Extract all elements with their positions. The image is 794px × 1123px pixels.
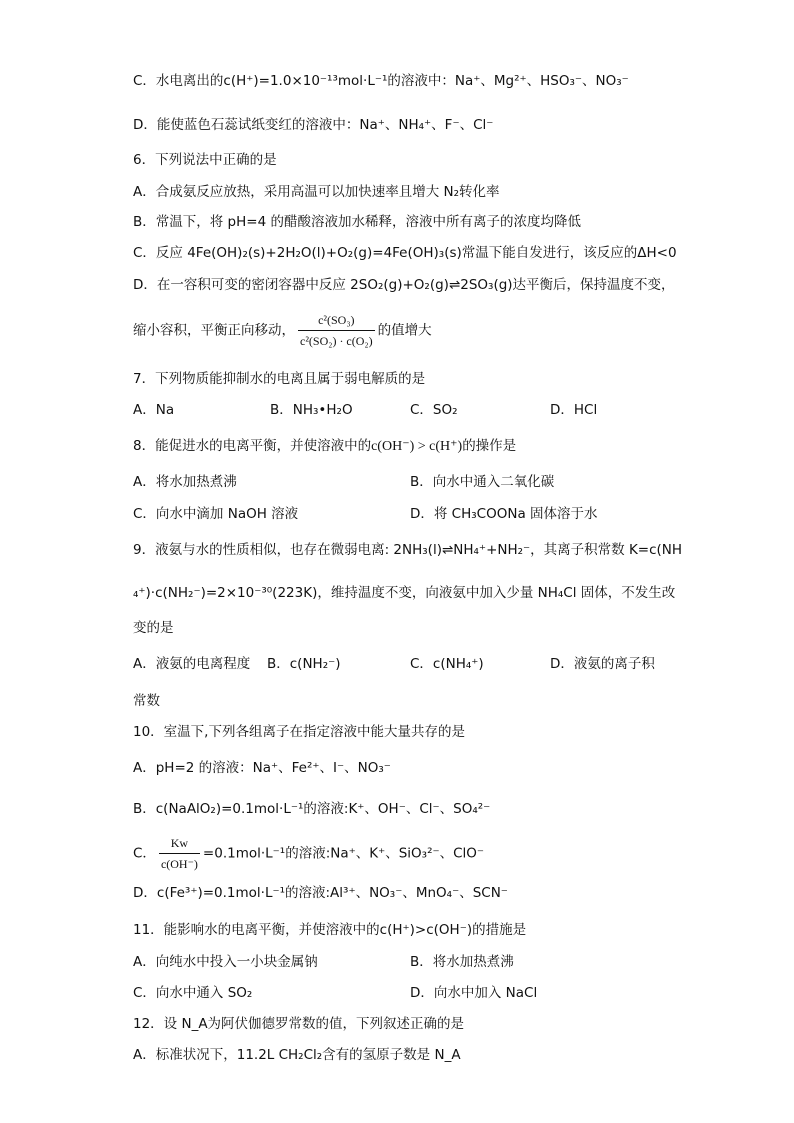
q6-option-d-line2 <box>133 311 432 350</box>
q9-option-b: B．c(NH₂⁻) <box>267 656 341 672</box>
q6-d-denominator: c²(SO₂) · c(O₂) <box>300 334 373 348</box>
q5-option-c: C．水电离出的c(H⁺)=1.0×10⁻¹³mol·L⁻¹的溶液中：Na⁺、Mg²⁺、HSO₃⁻、NO₃⁻ <box>133 73 629 89</box>
q8-stem-post: 的操作是 <box>462 438 517 454</box>
q10-c-text-pre: C． <box>133 845 156 862</box>
q11-stem: 11．能影响水的电离平衡，并使溶液中的c(H⁺)>c(OH⁻)的措施是 <box>133 922 527 938</box>
q10-c-numerator: Kw <box>159 834 200 854</box>
q9-line3: 变的是 <box>133 620 174 636</box>
q8-option-d: D．将 CH₃COONa 固体溶于水 <box>410 506 598 522</box>
q6-option-c: C．反应 4Fe(OH)₂(s)+2H₂O(l)+O₂(g)=4Fe(OH)₃(s)常温下能自发进行，该反应的ΔH<0 <box>133 245 677 261</box>
q9-option-d: D．液氨的离子积 <box>550 656 655 672</box>
q7-stem: 7．下列物质能抑制水的电离且属于弱电解质的是 <box>133 371 426 387</box>
q6-d-numerator: c²(SO₃) <box>298 311 375 331</box>
q6-d-text-pre: 缩小容积，平衡正向移动， <box>133 322 295 339</box>
q9-option-a: A．液氨的电离程度 <box>133 656 251 672</box>
q9-line1: 9．液氨与水的性质相似，也存在微弱电离: 2NH₃(l)⇌NH₄⁺+NH₂⁻，其离子积常数 K=c(NH <box>133 542 683 558</box>
q6-option-b: B．常温下，将 pH=4 的醋酸溶液加水稀释，溶液中所有离子的浓度均降低 <box>133 214 581 230</box>
q10-option-a: A．pH=2 的溶液：Na⁺、Fe²⁺、I⁻、NO₃⁻ <box>133 760 391 776</box>
q8-stem-math: c(OH⁻) > c(H⁺) <box>371 439 463 454</box>
q10-option-c <box>133 834 484 873</box>
q7-option-d: D．HCl <box>550 402 598 418</box>
q7-option-a: A．Na <box>133 402 175 418</box>
q6-d-text-post: 的值增大 <box>377 322 432 339</box>
q10-c-denominator: c(OH⁻) <box>160 857 198 871</box>
q12-option-a: A．标准状况下，11.2L CH₂Cl₂含有的氢原子数是 N_A <box>133 1047 461 1063</box>
q10-stem: 10．室温下,下列各组离子在指定溶液中能大量共存的是 <box>133 724 465 740</box>
q7-option-c: C．SO₂ <box>410 402 458 418</box>
q8-option-c: C．向水中滴加 NaOH 溶液 <box>133 506 299 522</box>
q6-option-d-line1: D．在一容积可变的密闭容器中反应 2SO₂(g)+O₂(g)⇌2SO₃(g)达平衡后，保持温度不变， <box>133 277 675 293</box>
q8-option-b: B．向水中通入二氧化碳 <box>410 474 555 490</box>
q6-d-fraction <box>298 311 375 350</box>
q9-option-d-wrap: 常数 <box>133 693 160 709</box>
q10-c-text-post: =0.1mol·L⁻¹的溶液:Na⁺、K⁺、SiO₃²⁻、ClO⁻ <box>202 845 485 862</box>
q10-option-b: B．c(NaAlO₂)=0.1mol·L⁻¹的溶液:K⁺、OH⁻、Cl⁻、SO₄²⁻ <box>133 801 491 817</box>
q6-stem: 6．下列说法中正确的是 <box>133 152 277 168</box>
q6-option-a: A．合成氨反应放热，采用高温可以加快速率且增大 N₂转化率 <box>133 184 500 200</box>
q10-c-fraction <box>159 834 200 873</box>
q7-option-b: B．NH₃•H₂O <box>270 402 353 418</box>
q9-option-c: C．c(NH₄⁺) <box>410 656 484 672</box>
q11-option-d: D．向水中加入 NaCl <box>410 985 538 1001</box>
q11-option-b: B．将水加热煮沸 <box>410 954 514 970</box>
q12-stem: 12．设 N_A为阿伏伽德罗常数的值，下列叙述正确的是 <box>133 1016 465 1032</box>
q11-option-a: A．向纯水中投入一小块金属钠 <box>133 954 318 970</box>
q5-option-d: D．能使蓝色石蕊试纸变红的溶液中：Na⁺、NH₄⁺、F⁻、Cl⁻ <box>133 117 494 133</box>
q11-option-c: C．向水中通入 SO₂ <box>133 985 253 1001</box>
q10-option-d: D．c(Fe³⁺)=0.1mol·L⁻¹的溶液:Al³⁺、NO₃⁻、MnO₄⁻、SCN⁻ <box>133 885 508 901</box>
q8-stem <box>133 437 516 456</box>
q9-line2: ₄⁺)·c(NH₂⁻)=2×10⁻³⁰(223K)，维持温度不变，向液氨中加入少量 NH₄Cl 固体，不发生改 <box>133 585 676 601</box>
q8-stem-pre: 8．能促进水的电离平衡，并使溶液中的 <box>133 438 372 454</box>
q8-option-a: A．将水加热煮沸 <box>133 474 237 490</box>
